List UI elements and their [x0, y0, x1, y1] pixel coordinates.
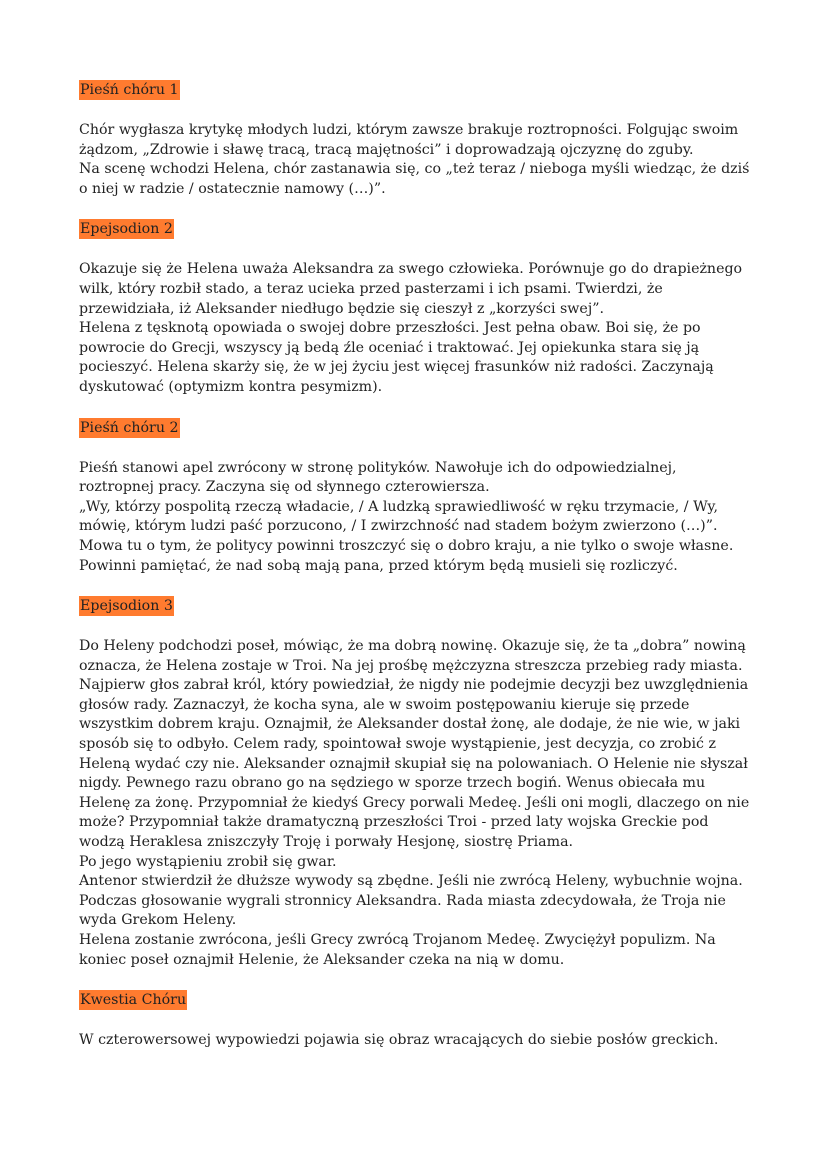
paragraph: Helena z tęsknotą opowiada o swojej dobre przeszłości. Jest pełna obaw. Boi się, że po powrocie do Grecji, wszyscy ją bedą źle oceniać i traktować. Jej opiekunka stara się ją pocieszyć. Helena skarży się, że w jej życiu jest więcej frasunków niż radości. Zaczynają dyskutować (optymizm kontra pesymizm).: [79, 320, 714, 395]
paragraph: W czterowersowej wypowiedzi pojawia się obraz wracających do siebie posłów greckich.: [79, 1032, 719, 1049]
paragraph: Antenor stwierdził że dłuższe wywody są zbędne. Jeśli nie zwrócą Heleny, wybuchnie wojna. Podczas głosowanie wygrali stronnicy Aleksandra. Rada miasta zdecydowała, że Troja nie wyda Grekom Heleny.: [79, 873, 743, 929]
section-piesn-choru-2: [79, 418, 754, 577]
section-kwestia-choru: [79, 990, 754, 1051]
section-epejsodion-3: [79, 596, 754, 970]
document-page: [79, 80, 754, 1071]
paragraph: Okazuje się że Helena uważa Aleksandra za swego człowieka. Porównuje go do drapieżnego wilk, który rozbił stado, a teraz ucieka przed pasterzami i ich psami. Twierdzi, że przewidziała, iż Aleksander niedługo będzie się cieszył z „korzyści swej”.: [79, 261, 743, 317]
paragraph: Chór wygłasza krytykę młodych ludzi, którym zawsze brakuje roztropności. Folgując swoim żądzom, „Zdrowie i sławę tracą, tracą majętności” i doprowadzają ojczyznę do zguby.: [79, 122, 739, 158]
section-heading: Pieśń chóru 1: [80, 82, 179, 98]
paragraph: Do Heleny podchodzi poseł, mówiąc, że ma dobrą nowinę. Okazuje się, że ta „dobra” nowiną oznacza, że Helena zostaje w Troi. Na jej prośbę mężczyzna streszcza przebieg rady miasta.: [79, 638, 746, 674]
section-piesn-choru-1: [79, 80, 754, 199]
quote-paragraph: „Wy, którzy pospolitą rzeczą władacie, / A ludzką sprawiedliwość w ręku trzymacie, / Wy, mówię, którym ludzi paść porzucono, / I zwirzchność nad stadem bożym zwierzono (…)”.: [79, 498, 719, 535]
section-epejsodion-2: [79, 219, 754, 397]
paragraph: Mowa tu o tym, że politycy powinni troszczyć się o dobro kraju, a nie tylko o swoje własne. Powinni pamiętać, że nad sobą mają pana, przed którym będą musieli się rozliczyć.: [79, 537, 734, 574]
section-heading: Epejsodion 3: [80, 598, 173, 615]
section-heading: Epejsodion 2: [80, 221, 173, 238]
paragraph: Helena zostanie zwrócona, jeśli Grecy zwrócą Trojanom Medeę. Zwyciężył populizm. Na koniec poseł oznajmił Helenie, że Aleksander czeka na nią w domu.: [79, 932, 716, 968]
paragraph: Na scenę wchodzi Helena, chór zastanawia się, co „też teraz / nieboga myśli wiedząc, że dziś o niej w radzie / ostatecznie namowy (…)”.: [79, 161, 750, 197]
section-heading: Pieśń chóru 2: [80, 419, 179, 436]
paragraph: Pieśń stanowi apel zwrócony w stronę polityków. Nawołuje ich do odpowiedzialnej, roztropnej pracy. Zaczyna się od słynnego czterowiersza.: [79, 459, 677, 496]
paragraph: Po jego wystąpieniu zrobił się gwar.: [79, 853, 337, 870]
section-heading: Kwestia Chóru: [80, 992, 187, 1009]
paragraph: Najpierw głos zabrał król, który powiedział, że nigdy nie podejmie decyzji bez uwzględnienia głosów rady. Zaznaczył, że kocha syna, ale w swoim postępowaniu kieruje się przede wszystkim dobrem kraju. Oznajmił, że Aleksander dostał żonę, ale dodaje, że nie wie, w jaki sposób się to odbyło. Celem rady, spointował swoje wystąpienie, jest decyzja, co zrobić z Heleną wydać czy nie. Aleksander oznajmił skupiał się na polowaniach. O Helenie nie słyszał nigdy. Pewnego razu obrano go na sędziego w sporze trzech bogiń. Wenus obiecała mu Helenę za żonę. Przypomniał że kiedyś Grecy porwali Medeę. Jeśli oni mogli, dlaczego on nie może? Przypomniał także dramatyczną przeszłości Troi - przed laty wojska Greckie pod wodzą Heraklesa zniszczyły Troję i porwały Hesjonę, siostrę Priama.: [79, 677, 750, 851]
